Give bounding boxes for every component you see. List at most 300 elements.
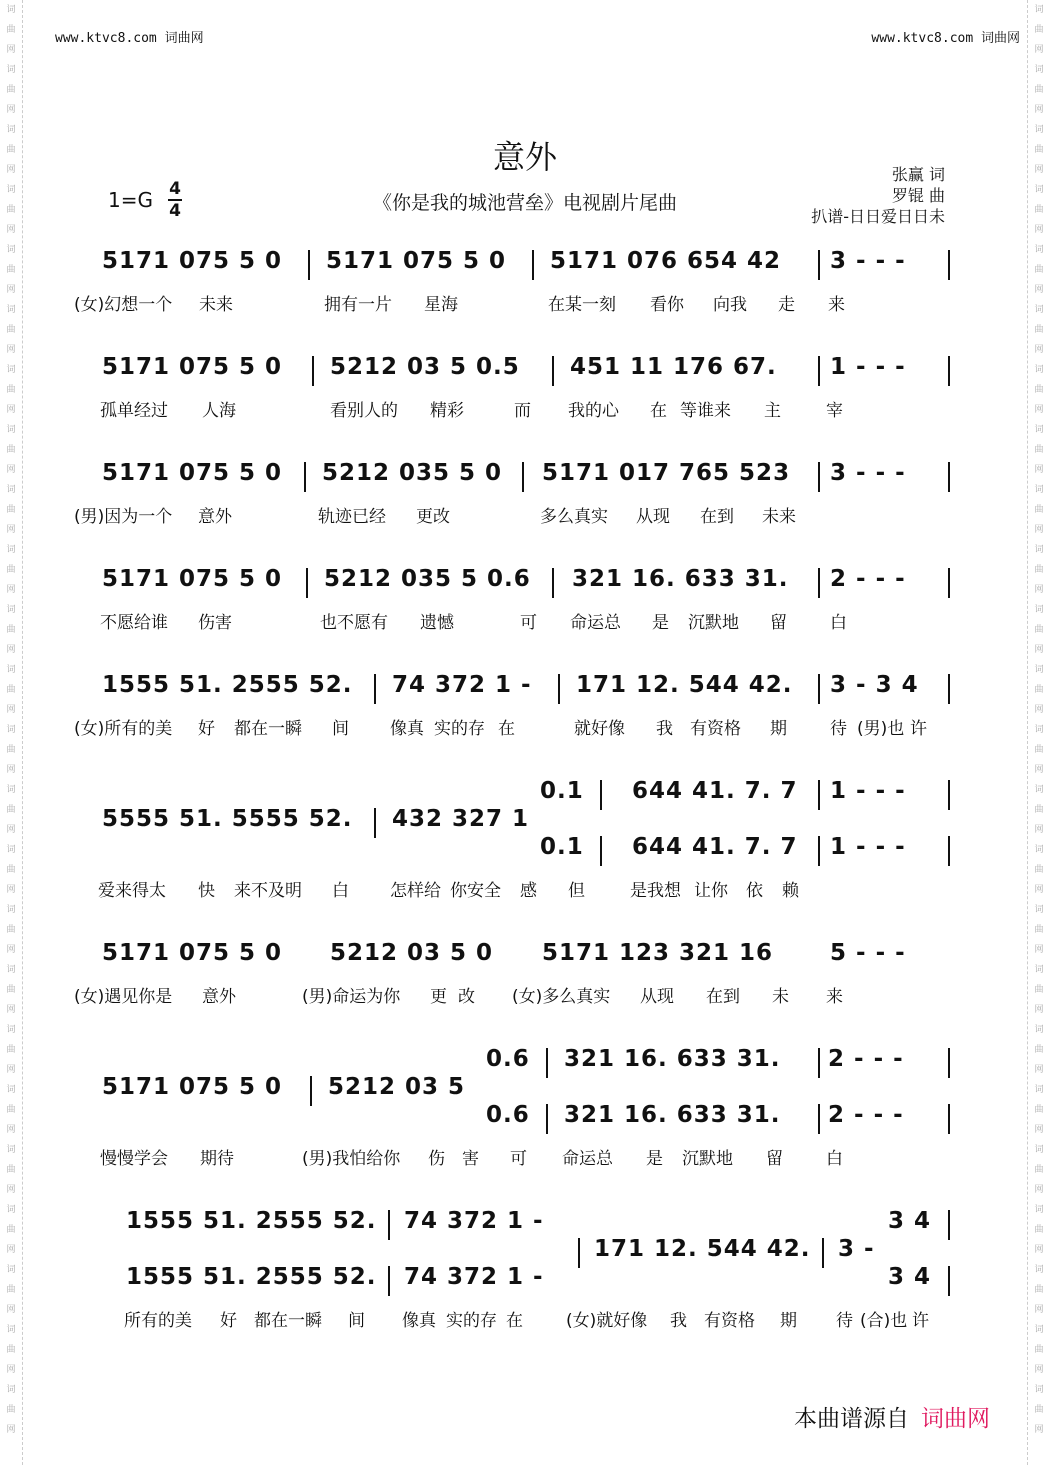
lyricist: 张赢 词 [891, 165, 945, 184]
watermark-glyph: 词 [1034, 905, 1044, 915]
s1-l3: 星海 [424, 295, 458, 315]
s5-l5: 实的存 [434, 719, 485, 739]
watermark-glyph: 网 [1034, 105, 1044, 115]
watermark-glyph: 词 [1034, 1025, 1044, 1035]
s7-l7: 在到 [706, 987, 740, 1007]
watermark-glyph: 曲 [6, 805, 16, 815]
watermark-glyph: 曲 [1034, 1225, 1044, 1235]
s5-l2: 都在一瞬 [234, 719, 302, 739]
s9-l3: 间 [348, 1311, 365, 1331]
watermark-glyph: 网 [1034, 945, 1044, 955]
watermark-glyph: 词 [1034, 65, 1044, 75]
s6-l11: 赖 [782, 881, 799, 901]
watermark-glyph: 曲 [1034, 145, 1044, 155]
watermark-glyph: 词 [1034, 1205, 1044, 1215]
watermark-glyph: 曲 [6, 85, 16, 95]
s3-m2: 5212 035 5 0 [322, 460, 503, 486]
watermark-glyph: 网 [6, 645, 16, 655]
s3-l1: 意外 [198, 507, 232, 527]
watermark-glyph: 曲 [1034, 1405, 1044, 1415]
watermark-glyph: 词 [1034, 1325, 1044, 1335]
watermark-glyph: 词 [1034, 305, 1044, 315]
bar-line [600, 780, 602, 810]
watermark-glyph: 网 [1034, 405, 1044, 415]
bar-line [312, 356, 314, 386]
footer-text: 本曲谱源自 [794, 1406, 909, 1432]
s6-m2: 432 327 1 [392, 806, 530, 832]
watermark-glyph: 网 [6, 345, 16, 355]
watermark-glyph: 网 [6, 1065, 16, 1075]
s4-l9: 白 [830, 613, 847, 633]
watermark-glyph: 词 [6, 1385, 16, 1395]
s2-m2: 5212 03 5 0.5 [330, 354, 520, 380]
watermark-glyph: 曲 [6, 985, 16, 995]
watermark-glyph: 网 [6, 225, 16, 235]
s7-l3: 更 [430, 987, 447, 1007]
s2-l6: 在 [650, 401, 667, 421]
watermark-glyph: 网 [6, 105, 16, 115]
footer-source [794, 1400, 990, 1433]
s1-l5: 看你 [650, 295, 684, 315]
watermark-glyph: 网 [1034, 1365, 1044, 1375]
s3-m1: 5171 075 5 0 [102, 460, 283, 486]
s5-l10: 期 [770, 719, 787, 739]
watermark-glyph: 曲 [6, 565, 16, 575]
watermark-glyph: 词 [1034, 545, 1044, 555]
s1-l2: 拥有一片 [324, 295, 392, 315]
s1-l0: (女)幻想一个 [74, 295, 173, 315]
bar-line [306, 568, 308, 598]
watermark-glyph: 网 [6, 705, 16, 715]
watermark-glyph: 曲 [6, 25, 16, 35]
bar-line [948, 780, 950, 810]
bar-line [532, 250, 534, 280]
watermark-glyph: 词 [1034, 965, 1044, 975]
watermark-glyph: 网 [6, 285, 16, 295]
s4-l1: 伤害 [198, 613, 232, 633]
watermark-glyph: 网 [1034, 45, 1044, 55]
s2-l4: 而 [514, 401, 531, 421]
bar-line [822, 1238, 824, 1268]
s7-l9: 来 [826, 987, 843, 1007]
s7-l2: (男)命运为你 [302, 987, 401, 1007]
s8-m1: 5171 075 5 0 [102, 1074, 283, 1100]
watermark-glyph: 网 [6, 1185, 16, 1195]
s8-u2: 321 16. 633 31. [564, 1046, 781, 1072]
s5-m2: 74 372 1 - [392, 672, 532, 698]
watermark-glyph: 网 [1034, 525, 1044, 535]
watermark-glyph: 曲 [6, 625, 16, 635]
s7-m2: 5212 03 5 0 [330, 940, 494, 966]
s8-d3: 2 - - - [828, 1102, 904, 1128]
s6-l7: 但 [568, 881, 585, 901]
s9-l11: 待 [836, 1311, 853, 1331]
watermark-glyph: 词 [1034, 485, 1044, 495]
s2-l5: 我的心 [568, 401, 619, 421]
s9-c1: 171 12. 544 42. [594, 1236, 811, 1262]
bar-line [948, 1266, 950, 1296]
watermark-glyph: 网 [6, 465, 16, 475]
watermark-glyph: 网 [6, 885, 16, 895]
watermark-glyph: 网 [1034, 1305, 1044, 1315]
watermark-glyph: 词 [6, 845, 16, 855]
s9-l2: 都在一瞬 [254, 1311, 322, 1331]
s6-u1: 0.1 [540, 778, 584, 804]
watermark-glyph: 词 [6, 965, 16, 975]
s5-l13: 许 [910, 719, 927, 739]
bar-line [308, 250, 310, 280]
watermark-glyph: 曲 [6, 925, 16, 935]
s7-l1: 意外 [202, 987, 236, 1007]
watermark-glyph: 网 [1034, 705, 1044, 715]
bar-line [552, 568, 554, 598]
watermark-glyph: 词 [6, 1205, 16, 1215]
watermark-glyph: 网 [6, 1125, 16, 1135]
watermark-glyph: 词 [6, 245, 16, 255]
bar-line [818, 250, 820, 280]
watermark-glyph: 曲 [1034, 85, 1044, 95]
bar-line [552, 356, 554, 386]
watermark-glyph: 曲 [1034, 205, 1044, 215]
watermark-glyph: 曲 [6, 1165, 16, 1175]
watermark-glyph: 词 [6, 125, 16, 135]
watermark-glyph: 曲 [6, 385, 16, 395]
bar-line [948, 462, 950, 492]
watermark-glyph: 词 [6, 1325, 16, 1335]
s9-l9: 有资格 [704, 1311, 755, 1331]
s1-l4: 在某一刻 [548, 295, 616, 315]
watermark-glyph: 词 [1034, 425, 1044, 435]
watermark-glyph: 曲 [1034, 265, 1044, 275]
watermark-glyph: 曲 [6, 325, 16, 335]
s9-l13: 许 [912, 1311, 929, 1331]
watermark-glyph: 词 [6, 545, 16, 555]
s8-l3: 伤 [428, 1149, 445, 1169]
s3-l6: 在到 [700, 507, 734, 527]
s5-l1: 好 [198, 719, 215, 739]
s2-l2: 看别人的 [330, 401, 398, 421]
watermark-glyph: 曲 [1034, 325, 1044, 335]
watermark-glyph: 网 [1034, 885, 1044, 895]
s8-m2: 5212 03 5 [328, 1074, 466, 1100]
watermark-glyph: 曲 [1034, 25, 1044, 35]
watermark-glyph: 词 [1034, 1145, 1044, 1155]
watermark-glyph: 词 [1034, 1385, 1044, 1395]
watermark-glyph: 曲 [6, 1105, 16, 1115]
composer: 罗锟 曲 [891, 186, 945, 205]
s8-l6: 命运总 [562, 1149, 613, 1169]
watermark-glyph: 网 [1034, 345, 1044, 355]
s6-l2: 来不及明 [234, 881, 302, 901]
s6-d3: 1 - - - [830, 834, 906, 860]
watermark-glyph: 词 [6, 65, 16, 75]
s4-l5: 命运总 [570, 613, 621, 633]
s9-l7: (女)就好像 [566, 1311, 648, 1331]
s4-l3: 遗憾 [420, 613, 454, 633]
s1-m2: 5171 075 5 0 [326, 248, 507, 274]
s6-u2: 644 41. 7. 7 [632, 778, 798, 804]
site-header-left[interactable]: www.ktvc8.com 词曲网 [55, 31, 204, 46]
s6-l6: 感 [520, 881, 537, 901]
s2-l8: 主 [764, 401, 781, 421]
bar-line [600, 836, 602, 866]
watermark-glyph: 词 [1034, 125, 1044, 135]
s9-l10: 期 [780, 1311, 797, 1331]
bar-line [310, 1076, 312, 1106]
s8-l8: 沉默地 [682, 1149, 733, 1169]
watermark-glyph: 网 [1034, 1185, 1044, 1195]
s9-l5: 实的存 [446, 1311, 497, 1331]
s7-l5: (女)多么真实 [512, 987, 611, 1007]
s9-d2: 74 372 1 - [404, 1264, 544, 1290]
watermark-glyph: 词 [6, 785, 16, 795]
watermark-glyph: 曲 [1034, 1285, 1044, 1295]
watermark-glyph: 网 [6, 765, 16, 775]
s6-l1: 快 [198, 881, 215, 901]
watermark-glyph: 词 [1034, 665, 1044, 675]
s3-l2: 轨迹已经 [318, 507, 386, 527]
watermark-glyph: 曲 [1034, 1345, 1044, 1355]
watermark-glyph: 词 [6, 1265, 16, 1275]
bar-line [388, 1266, 390, 1296]
watermark-glyph: 曲 [1034, 1165, 1044, 1175]
watermark-glyph: 词 [6, 485, 16, 495]
watermark-glyph: 词 [6, 365, 16, 375]
watermark-glyph: 网 [6, 825, 16, 835]
watermark-glyph: 曲 [1034, 565, 1044, 575]
s5-l11: 待 [830, 719, 847, 739]
s5-m1: 1555 51. 2555 52. [102, 672, 353, 698]
s2-m3: 451 11 176 67. [570, 354, 777, 380]
watermark-glyph: 网 [6, 405, 16, 415]
s9-u1: 1555 51. 2555 52. [126, 1208, 377, 1234]
watermark-glyph: 词 [6, 905, 16, 915]
watermark-glyph: 曲 [6, 865, 16, 875]
watermark-glyph: 曲 [1034, 1105, 1044, 1115]
watermark-glyph: 词 [6, 5, 16, 15]
watermark-glyph: 网 [1034, 585, 1044, 595]
s4-m1: 5171 075 5 0 [102, 566, 283, 592]
bar-line [818, 780, 820, 810]
s5-l7: 就好像 [574, 719, 625, 739]
watermark-glyph: 词 [1034, 1265, 1044, 1275]
watermark-glyph: 词 [6, 425, 16, 435]
bar-line [948, 836, 950, 866]
bar-line [948, 250, 950, 280]
watermark-glyph: 网 [6, 1005, 16, 1015]
bar-line [388, 1210, 390, 1240]
time-top: 4 [169, 179, 181, 199]
s9-l0: 所有的美 [124, 1311, 192, 1331]
watermark-glyph: 曲 [1034, 505, 1044, 515]
watermark-glyph: 网 [1034, 645, 1044, 655]
watermark-glyph: 网 [1034, 1125, 1044, 1135]
s4-l6: 是 [652, 613, 669, 633]
s5-l3: 间 [332, 719, 349, 739]
s5-l4: 像真 [390, 719, 424, 739]
s1-l8: 来 [828, 295, 845, 315]
watermark-glyph: 曲 [1034, 925, 1044, 935]
watermark-glyph: 词 [1034, 245, 1044, 255]
bar-line [818, 356, 820, 386]
bar-line [374, 808, 376, 838]
watermark-glyph: 词 [1034, 365, 1044, 375]
watermark-glyph: 曲 [1034, 745, 1044, 755]
s6-l9: 让你 [694, 881, 728, 901]
bar-line [948, 1048, 950, 1078]
s3-l5: 从现 [636, 507, 670, 527]
watermark-glyph: 网 [6, 585, 16, 595]
watermark-glyph: 曲 [6, 145, 16, 155]
s7-l6: 从现 [640, 987, 674, 1007]
s9-l12: (合)也 [860, 1311, 908, 1331]
s9-l6: 在 [506, 1311, 523, 1331]
s6-l8: 是我想 [630, 881, 681, 901]
watermark-glyph: 曲 [1034, 625, 1044, 635]
s4-m2: 5212 035 5 0.6 [324, 566, 531, 592]
s2-m4: 1 - - - [830, 354, 906, 380]
time-bottom: 4 [169, 201, 181, 221]
watermark-glyph: 曲 [1034, 445, 1044, 455]
s9-d1: 1555 51. 2555 52. [126, 1264, 377, 1290]
s8-l0: 慢慢学会 [100, 1149, 168, 1169]
watermark-glyph: 曲 [6, 685, 16, 695]
s7-m3: 5171 123 321 16 [542, 940, 774, 966]
watermark-glyph: 曲 [6, 1045, 16, 1055]
left-watermark-strip [0, 0, 23, 1465]
s8-l4: 害 [462, 1149, 479, 1169]
watermark-glyph: 曲 [6, 1405, 16, 1415]
watermark-glyph: 曲 [1034, 1045, 1044, 1055]
s5-l12: (男)也 [857, 719, 905, 739]
s1-m1: 5171 075 5 0 [102, 248, 283, 274]
watermark-glyph: 词 [6, 185, 16, 195]
s9-l4: 像真 [402, 1311, 436, 1331]
bar-line [558, 674, 560, 704]
s9-l8: 我 [670, 1311, 687, 1331]
watermark-glyph: 网 [1034, 825, 1044, 835]
bar-line [374, 674, 376, 704]
s6-l0: 爱来得太 [98, 881, 166, 901]
bar-line [818, 1104, 820, 1134]
watermark-glyph: 词 [1034, 5, 1044, 15]
s5-m3: 171 12. 544 42. [576, 672, 793, 698]
s6-l3: 白 [332, 881, 349, 901]
s6-l4: 怎样给 [390, 881, 441, 901]
watermark-glyph: 词 [6, 725, 16, 735]
s1-l6: 向我 [713, 295, 747, 315]
s4-m3: 321 16. 633 31. [572, 566, 789, 592]
right-watermark-strip [1027, 0, 1050, 1465]
s8-u1: 0.6 [486, 1046, 530, 1072]
footer-brand-link[interactable]: 词曲网 [921, 1406, 990, 1432]
s9-u2: 74 372 1 - [404, 1208, 544, 1234]
watermark-glyph: 曲 [6, 505, 16, 515]
s3-l4: 多么真实 [540, 507, 608, 527]
watermark-glyph: 曲 [1034, 385, 1044, 395]
s7-m1: 5171 075 5 0 [102, 940, 283, 966]
s2-l0: 孤单经过 [100, 401, 168, 421]
s8-l9: 留 [766, 1149, 783, 1169]
s4-l0: 不愿给谁 [100, 613, 168, 633]
bar-line [818, 836, 820, 866]
watermark-glyph: 曲 [6, 205, 16, 215]
time-signature [168, 180, 182, 220]
s6-l10: 依 [746, 881, 763, 901]
watermark-glyph: 网 [1034, 285, 1044, 295]
watermark-glyph: 曲 [1034, 685, 1044, 695]
s6-d1: 0.1 [540, 834, 584, 860]
s8-l5: 可 [510, 1149, 527, 1169]
watermark-glyph: 曲 [1034, 805, 1044, 815]
s3-m3: 5171 017 765 523 [542, 460, 791, 486]
bar-line [818, 462, 820, 492]
s4-l7: 沉默地 [688, 613, 739, 633]
s5-l9: 有资格 [690, 719, 741, 739]
watermark-glyph: 网 [6, 1245, 16, 1255]
bar-line [304, 462, 306, 492]
watermark-glyph: 网 [6, 45, 16, 55]
s5-l0: (女)所有的美 [74, 719, 173, 739]
watermark-glyph: 网 [6, 1425, 16, 1435]
song-title: 意外 [492, 138, 557, 176]
s7-m4: 5 - - - [830, 940, 906, 966]
watermark-glyph: 网 [1034, 765, 1044, 775]
watermark-glyph: 曲 [6, 1345, 16, 1355]
watermark-glyph: 网 [1034, 1005, 1044, 1015]
watermark-glyph: 曲 [1034, 865, 1044, 875]
bar-line [546, 1104, 548, 1134]
site-header-right[interactable]: www.ktvc8.com 词曲网 [871, 31, 1020, 46]
s8-u3: 2 - - - [828, 1046, 904, 1072]
s9-c2: 3 - [838, 1236, 875, 1262]
s6-m1: 5555 51. 5555 52. [102, 806, 353, 832]
s8-d1: 0.6 [486, 1102, 530, 1128]
watermark-glyph: 曲 [6, 1285, 16, 1295]
s8-l10: 白 [826, 1149, 843, 1169]
s9-d3: 3 4 [888, 1264, 932, 1290]
watermark-glyph: 网 [1034, 1245, 1044, 1255]
bar-line [948, 568, 950, 598]
s1-m4: 3 - - - [830, 248, 906, 274]
transcriber: 扒谱-日日爱日日未 [811, 207, 945, 226]
bar-line [948, 356, 950, 386]
s7-l4: 改 [458, 987, 475, 1007]
watermark-glyph: 网 [6, 1365, 16, 1375]
bar-line [578, 1238, 580, 1268]
watermark-glyph: 词 [1034, 785, 1044, 795]
s8-d2: 321 16. 633 31. [564, 1102, 781, 1128]
s1-l1: 未来 [199, 295, 233, 315]
s2-l3: 精彩 [430, 401, 464, 421]
bar-line [948, 1210, 950, 1240]
bar-line [818, 1048, 820, 1078]
watermark-glyph: 曲 [1034, 985, 1044, 995]
watermark-glyph: 词 [1034, 845, 1044, 855]
s4-l2: 也不愿有 [320, 613, 388, 633]
watermark-glyph: 词 [6, 1085, 16, 1095]
s6-l5: 你安全 [450, 881, 501, 901]
watermark-glyph: 网 [6, 165, 16, 175]
watermark-glyph: 曲 [6, 445, 16, 455]
s7-l0: (女)遇见你是 [74, 987, 173, 1007]
s4-l8: 留 [770, 613, 787, 633]
watermark-glyph: 网 [6, 525, 16, 535]
s9-l1: 好 [220, 1311, 237, 1331]
s2-l7: 等谁来 [680, 401, 731, 421]
s3-l3: 更改 [416, 507, 450, 527]
s3-l0: (男)因为一个 [74, 507, 173, 527]
